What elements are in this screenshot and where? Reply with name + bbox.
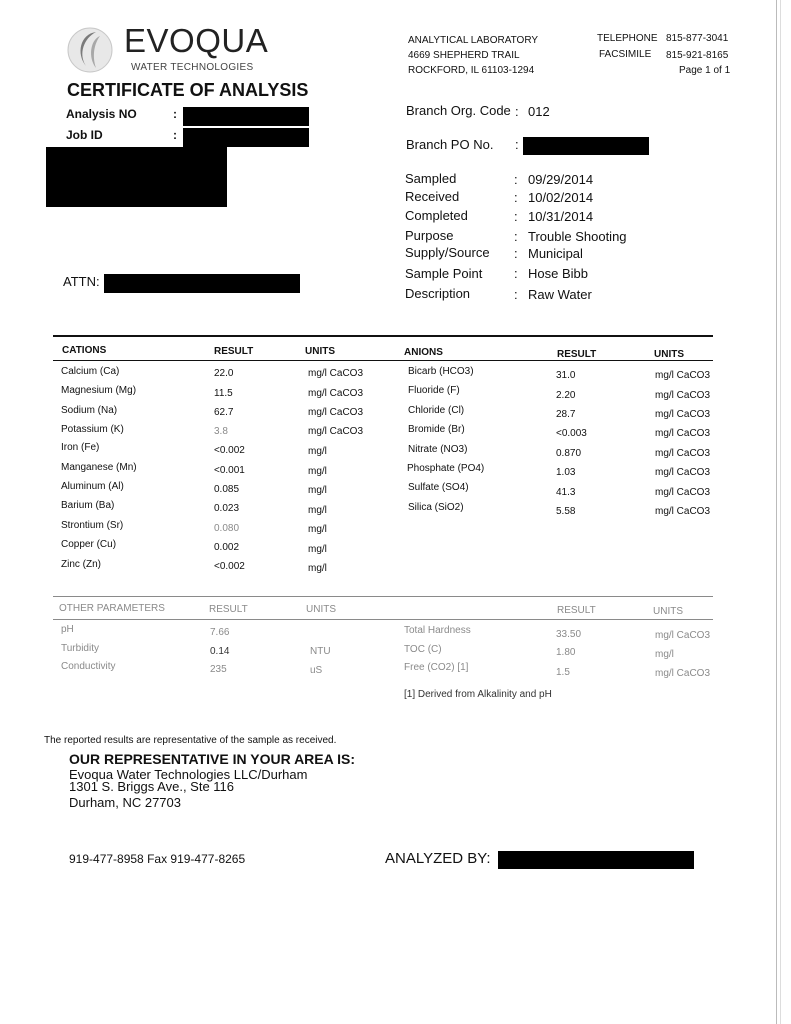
- received-label: Received: [405, 189, 460, 204]
- cation-result: 0.002: [214, 542, 240, 553]
- company-name: EVOQUA: [124, 22, 269, 59]
- cation-units: mg/l: [308, 466, 327, 477]
- anion-result: 41.3: [556, 487, 576, 498]
- redacted-job-id: [183, 128, 309, 147]
- cation-units: mg/l CaCO3: [308, 368, 364, 379]
- received-value: 10/02/2014: [528, 190, 594, 205]
- anion-units: mg/l CaCO3: [655, 487, 711, 498]
- analysis-no-label: Analysis NO: [66, 107, 137, 121]
- sampled-colon: :: [514, 172, 518, 187]
- branch-org-label: Branch Org. Code: [406, 103, 511, 118]
- description-label: Description: [405, 286, 471, 301]
- supply-colon: :: [514, 246, 518, 261]
- anion-result: 5.58: [556, 506, 576, 517]
- redacted-analysis-no: [183, 107, 309, 126]
- anion-units: mg/l CaCO3: [655, 370, 711, 381]
- cation-name: Aluminum (Al): [61, 481, 124, 492]
- anion-name: Bromide (Br): [408, 424, 465, 435]
- anion-units: mg/l CaCO3: [655, 409, 711, 420]
- sample-point-colon: :: [514, 266, 518, 281]
- cation-units: mg/l: [308, 485, 327, 496]
- sample-point-label: Sample Point: [405, 266, 483, 281]
- anion-name: Phosphate (PO4): [407, 463, 485, 474]
- cation-result: 0.085: [214, 484, 240, 495]
- cation-name: Copper (Cu): [61, 539, 117, 550]
- cation-units: mg/l CaCO3: [308, 388, 364, 399]
- anion-units: mg/l CaCO3: [655, 428, 711, 439]
- table-top-rule: [53, 335, 713, 337]
- scan-edge-inner: [780, 0, 781, 1024]
- anion-result: <0.003: [556, 428, 587, 439]
- purpose-label: Purpose: [405, 228, 454, 243]
- sampled-label: Sampled: [405, 171, 457, 186]
- cation-name: Iron (Fe): [61, 442, 100, 453]
- cations-header: CATIONS: [62, 345, 107, 356]
- anion-result: 2.20: [556, 390, 576, 401]
- cation-result: <0.001: [214, 465, 245, 476]
- other-units: NTU: [310, 646, 331, 657]
- header-underline: [53, 360, 713, 361]
- rep-line2: 1301 S. Briggs Ave., Ste 116: [69, 779, 235, 794]
- rep-line1: Evoqua Water Technologies LLC/Durham: [69, 767, 308, 782]
- completed-colon: :: [514, 209, 518, 224]
- other-result: 1.5: [556, 667, 570, 678]
- other-name: TOC (C): [404, 644, 442, 655]
- description-value: Raw Water: [528, 287, 592, 302]
- rep-heading: OUR REPRESENTATIVE IN YOUR AREA IS:: [69, 751, 355, 767]
- anions-header: ANIONS: [404, 347, 443, 358]
- cation-units: mg/l: [308, 544, 327, 555]
- cation-name: Magnesium (Mg): [61, 385, 137, 396]
- anion-name: Chloride (Cl): [408, 405, 465, 416]
- branch-org-colon: :: [515, 104, 519, 119]
- anion-units-header: UNITS: [654, 349, 684, 360]
- other-name: pH: [61, 624, 74, 635]
- anion-units: mg/l CaCO3: [655, 448, 711, 459]
- anion-units: mg/l CaCO3: [655, 506, 711, 517]
- contact-phone: 919-477-8958 Fax 919-477-8265: [69, 852, 246, 866]
- fax-value: 815-921-8165: [666, 50, 729, 61]
- other-header-underline: [53, 619, 713, 620]
- redacted-branch-po: [523, 137, 649, 155]
- cation-result: 11.5: [214, 388, 233, 399]
- phone-value: 815-877-3041: [666, 33, 729, 44]
- scan-edge: [776, 0, 777, 1024]
- cation-name: Manganese (Mn): [61, 462, 137, 473]
- anion-result-header: RESULT: [557, 349, 597, 360]
- cation-result: 62.7: [214, 407, 234, 418]
- other-result: 33.50: [556, 629, 582, 640]
- cation-name: Barium (Ba): [61, 500, 115, 511]
- cation-result: 0.080: [214, 523, 240, 534]
- disclaimer: The reported results are representative of the sample as received.: [44, 735, 337, 746]
- received-colon: :: [514, 190, 518, 205]
- cation-units: mg/l: [308, 446, 327, 457]
- footnote: [1] Derived from Alkalinity and pH: [404, 689, 552, 700]
- cation-units: mg/l CaCO3: [308, 426, 364, 437]
- cation-result: 0.023: [214, 503, 240, 514]
- job-id-colon: :: [173, 128, 177, 142]
- fax-label: FACSIMILE: [599, 49, 652, 60]
- other-units-header-right: UNITS: [653, 606, 683, 617]
- job-id-label: Job ID: [66, 128, 103, 142]
- other-units: mg/l: [655, 649, 674, 660]
- other-result: 1.80: [556, 647, 576, 658]
- sampled-value: 09/29/2014: [528, 172, 594, 187]
- other-name: Conductivity: [61, 661, 116, 672]
- purpose-colon: :: [514, 229, 518, 244]
- branch-po-colon: :: [515, 137, 519, 152]
- lab-line3: ROCKFORD, IL 61103-1294: [408, 65, 535, 76]
- cation-result: <0.002: [214, 445, 245, 456]
- other-header: OTHER PARAMETERS: [59, 603, 165, 614]
- cation-result-header: RESULT: [214, 346, 254, 357]
- anion-name: Nitrate (NO3): [408, 444, 468, 455]
- supply-label: Supply/Source: [405, 245, 490, 260]
- redacted-address: [46, 147, 227, 207]
- anion-result: 28.7: [556, 409, 576, 420]
- branch-po-label: Branch PO No.: [406, 137, 494, 152]
- analyzed-by-label: ANALYZED BY:: [385, 850, 491, 867]
- cation-name: Potassium (K): [61, 424, 124, 435]
- other-result: 235: [210, 664, 227, 675]
- anion-name: Bicarb (HCO3): [408, 366, 474, 377]
- evoqua-logo-icon: [66, 24, 114, 76]
- anion-result: 1.03: [556, 467, 576, 478]
- other-result-header-right: RESULT: [557, 605, 596, 616]
- cation-result: 3.8: [214, 426, 228, 437]
- cation-units: mg/l: [308, 563, 327, 574]
- cation-name: Strontium (Sr): [61, 520, 124, 531]
- company-tagline: WATER TECHNOLOGIES: [131, 62, 254, 73]
- anion-units: mg/l CaCO3: [655, 467, 711, 478]
- other-result-header: RESULT: [209, 604, 248, 615]
- cation-result: 22.0: [214, 368, 234, 379]
- page-number: Page 1 of 1: [679, 65, 731, 76]
- anion-units: mg/l CaCO3: [655, 390, 711, 401]
- other-units: mg/l CaCO3: [655, 668, 711, 679]
- cation-name: Calcium (Ca): [61, 366, 120, 377]
- lab-line1: ANALYTICAL LABORATORY: [408, 35, 539, 46]
- cation-name: Zinc (Zn): [61, 559, 101, 570]
- other-units: uS: [310, 665, 323, 676]
- cation-units: mg/l: [308, 524, 327, 535]
- other-top-rule: [53, 596, 713, 597]
- cation-units: mg/l CaCO3: [308, 407, 364, 418]
- anion-result: 31.0: [556, 370, 576, 381]
- page-title: CERTIFICATE OF ANALYSIS: [67, 80, 309, 100]
- redacted-attn: [104, 274, 300, 293]
- redacted-analyst: [498, 851, 694, 869]
- cation-result: <0.002: [214, 561, 245, 572]
- cation-units: mg/l: [308, 505, 327, 516]
- other-result: 0.14: [210, 646, 230, 657]
- cation-units-header: UNITS: [305, 346, 335, 357]
- other-name: Total Hardness: [404, 625, 471, 636]
- sample-point-value: Hose Bibb: [528, 266, 588, 281]
- other-result: 7.66: [210, 627, 230, 638]
- supply-value: Municipal: [528, 246, 583, 261]
- other-units-header: UNITS: [306, 604, 336, 615]
- phone-label: TELEPHONE: [597, 33, 658, 44]
- completed-label: Completed: [405, 208, 468, 223]
- branch-org-value: 012: [528, 104, 550, 119]
- purpose-value: Trouble Shooting: [528, 229, 627, 244]
- completed-value: 10/31/2014: [528, 209, 594, 224]
- anion-name: Fluoride (F): [408, 385, 460, 396]
- anion-result: 0.870: [556, 448, 582, 459]
- attn-label: ATTN:: [63, 274, 100, 289]
- description-colon: :: [514, 287, 518, 302]
- anion-name: Silica (SiO2): [408, 502, 464, 513]
- analysis-no-colon: :: [173, 107, 177, 121]
- anion-name: Sulfate (SO4): [408, 482, 469, 493]
- rep-line3: Durham, NC 27703: [69, 795, 181, 810]
- other-units: mg/l CaCO3: [655, 630, 711, 641]
- other-name: Turbidity: [61, 643, 99, 654]
- lab-line2: 4669 SHEPHERD TRAIL: [408, 50, 520, 61]
- cation-name: Sodium (Na): [61, 405, 118, 416]
- other-name: Free (CO2) [1]: [404, 662, 469, 673]
